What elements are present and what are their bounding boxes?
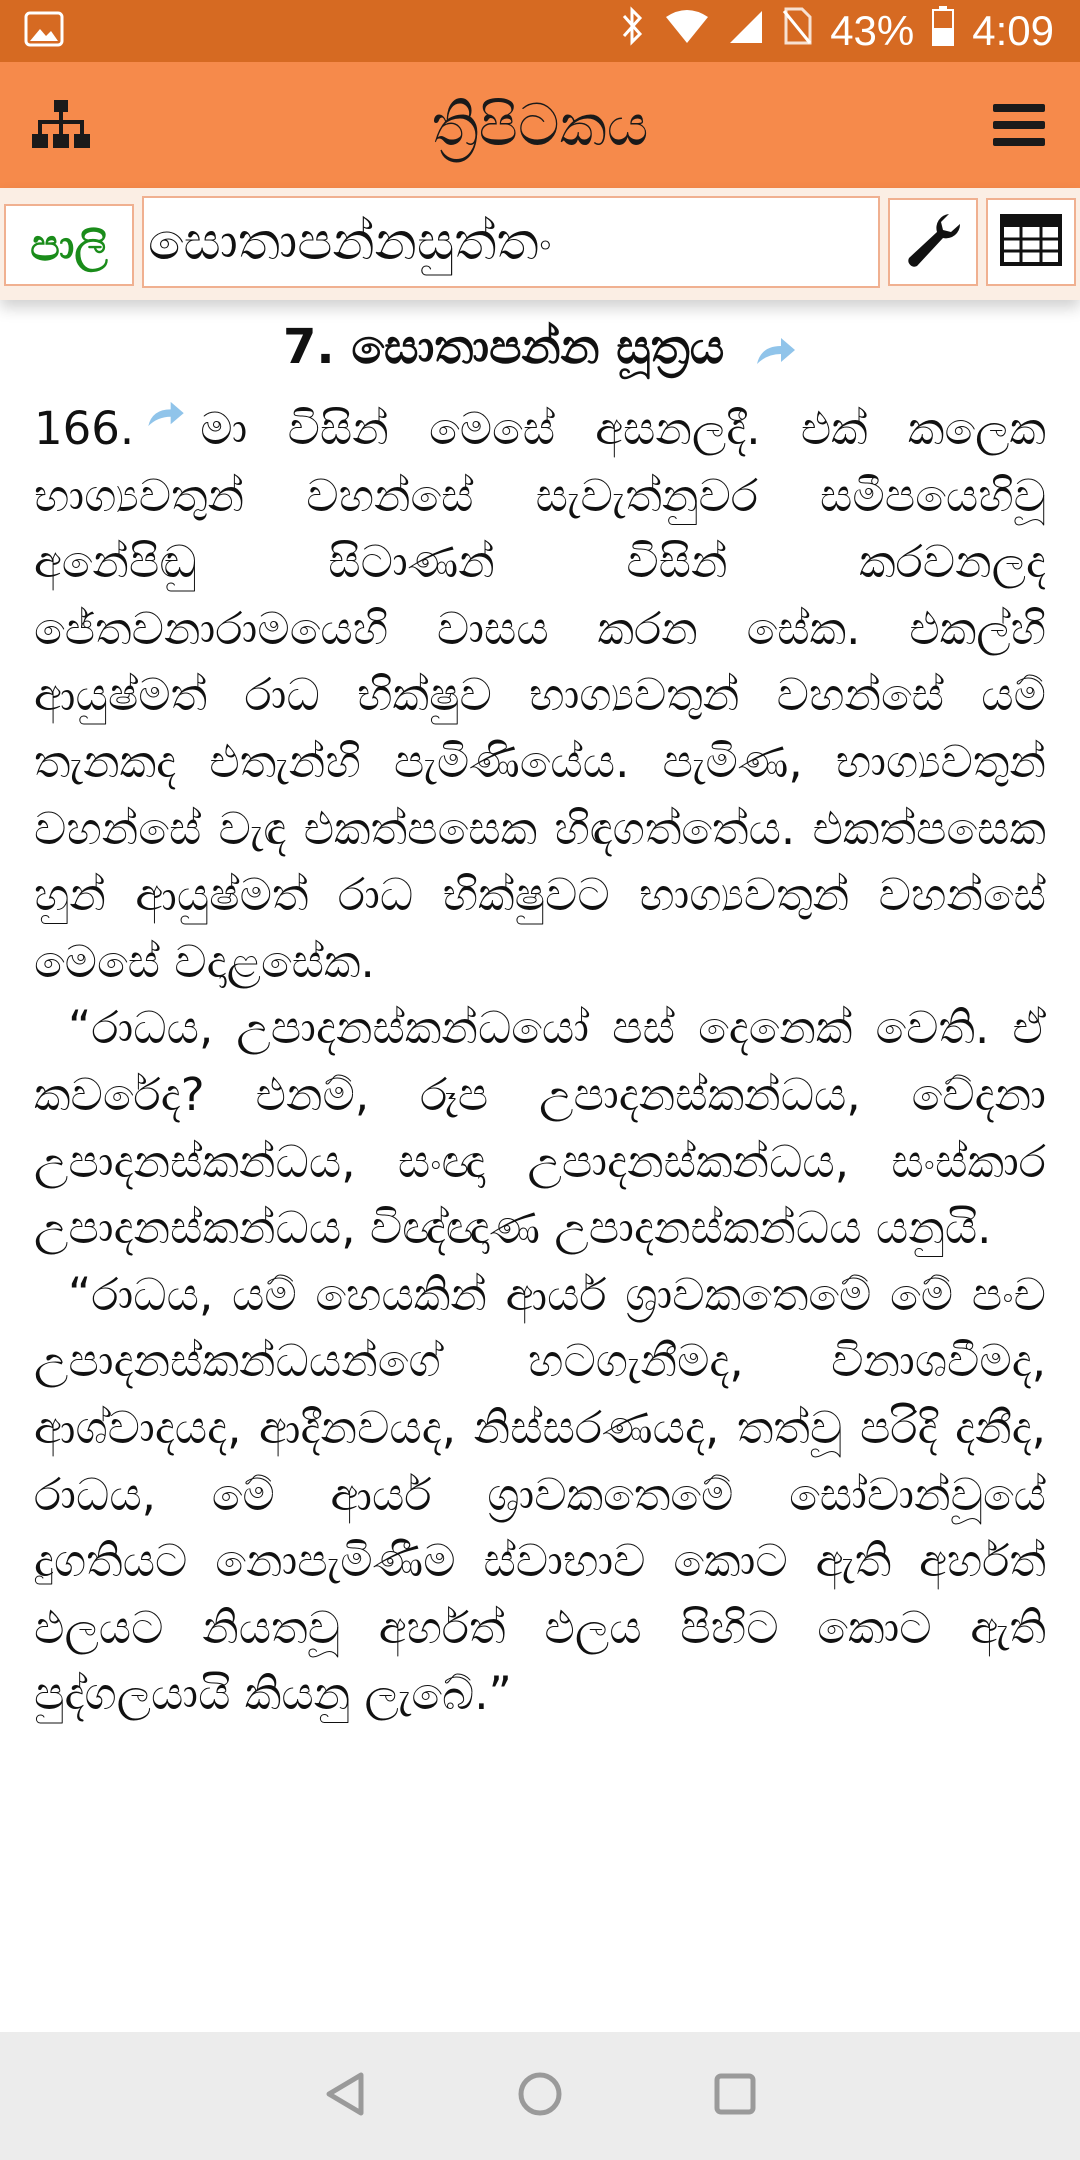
paragraph-text: “රාධය, උපාදනස්කන්ධයෝ පස් දෙනෙක් වෙති. ඒ කවරේද? එනම්, රූප උපාදනස්කන්ධය, වේදනා උපාදනස්කන්ධය, සංඥා උපාදනස්කන්ධය, සංස්කාර උපාදනස්කන්ධය, විඥ්ඥාණ උපාදනස්කන්ධය යනුයි.	[34, 1001, 1046, 1255]
home-icon[interactable]	[517, 2071, 563, 2121]
bluetooth-icon	[620, 6, 646, 56]
search-input[interactable]: සොතාපන්නසුත්තං	[142, 196, 880, 288]
wifi-icon	[664, 7, 710, 55]
share-icon[interactable]	[146, 380, 186, 447]
sutta-title-text: 7. සොතාපන්න සූත්‍රය	[283, 319, 725, 375]
battery-icon	[932, 6, 954, 56]
recents-icon[interactable]	[713, 2072, 757, 2120]
navigation-bar	[0, 2032, 1080, 2160]
wrench-icon	[903, 210, 963, 274]
paragraph-text: මා විසින් මෙසේ අසනලදී. එක් කලෙක භාග්‍යවතුන් වහන්සේ සැවැත්නුවර සමීපයෙහිවූ අනේපිඬු සිටාණන් විසින් කරවනලද ජේතවනාරාමයෙහි වාසය කරන සේක. එකල්හි ආයුෂ්මත් රාධ භික්ෂුව භාග්‍යවතුන් වහන්සේ යම් තැනකද එතැන්හි පැමිණියේය. පැමිණ, භාග්‍යවතුන් වහන්සේ වැඳ එකත්පසෙක හිඳගත්තේය. එකත්පසෙක හුන් ආයුෂ්මත් රාධ භික්ෂුවට භාග්‍යවතුන් වහන්සේ මෙසේ වදාළසේක.	[34, 402, 1046, 988]
table-view-button[interactable]	[986, 198, 1076, 286]
battery-percent: 43%	[830, 7, 915, 54]
paragraph	[34, 995, 1046, 1261]
tree-structure-icon[interactable]	[26, 90, 96, 160]
app-bar	[0, 62, 1080, 188]
table-grid-icon	[1000, 214, 1062, 270]
pali-language-button[interactable]: පාලි	[4, 204, 134, 286]
signal-icon	[728, 7, 764, 55]
paragraph-166	[34, 380, 1046, 995]
paragraph-text: “රාධය, යම් හෙයකින් ආර්ය ශ්‍රාවකතෙමේ මේ පංච උපාදනස්කන්ධයන්ගේ හටගැනීමද, විනාශවීමද, ආශ්වාදයද, ආදීනවයද, නිස්සරණයද, තත්වූ පරිදි දනීද, රාධය, මේ ආර්ය ශ්‍රාවකතෙමේ සෝවාන්වූයේ දුගතියට නොපැමිණීම ස්වාභාව කොට ඇති අර්හත් ඵලයට නියතවූ අර්හත් ඵලය පිහිට කොට ඇති පුද්ගලයායි කියනු ලැබේ.”	[34, 1267, 1046, 1721]
paragraph-number: 166.	[34, 402, 135, 455]
share-icon[interactable]	[755, 317, 797, 383]
paragraph	[34, 1262, 1046, 1728]
clock: 4:09	[972, 7, 1054, 54]
status-bar	[0, 0, 1080, 62]
no-sim-icon	[782, 7, 812, 55]
app-title: ත්‍රිපිටකය	[431, 90, 649, 159]
sutta-content[interactable]	[0, 300, 1080, 2032]
sutta-title	[34, 314, 1046, 380]
toolbar	[0, 188, 1080, 300]
image-icon	[24, 11, 64, 52]
hamburger-menu-icon[interactable]	[984, 90, 1054, 160]
back-icon[interactable]	[323, 2071, 367, 2121]
settings-button[interactable]	[888, 198, 978, 286]
